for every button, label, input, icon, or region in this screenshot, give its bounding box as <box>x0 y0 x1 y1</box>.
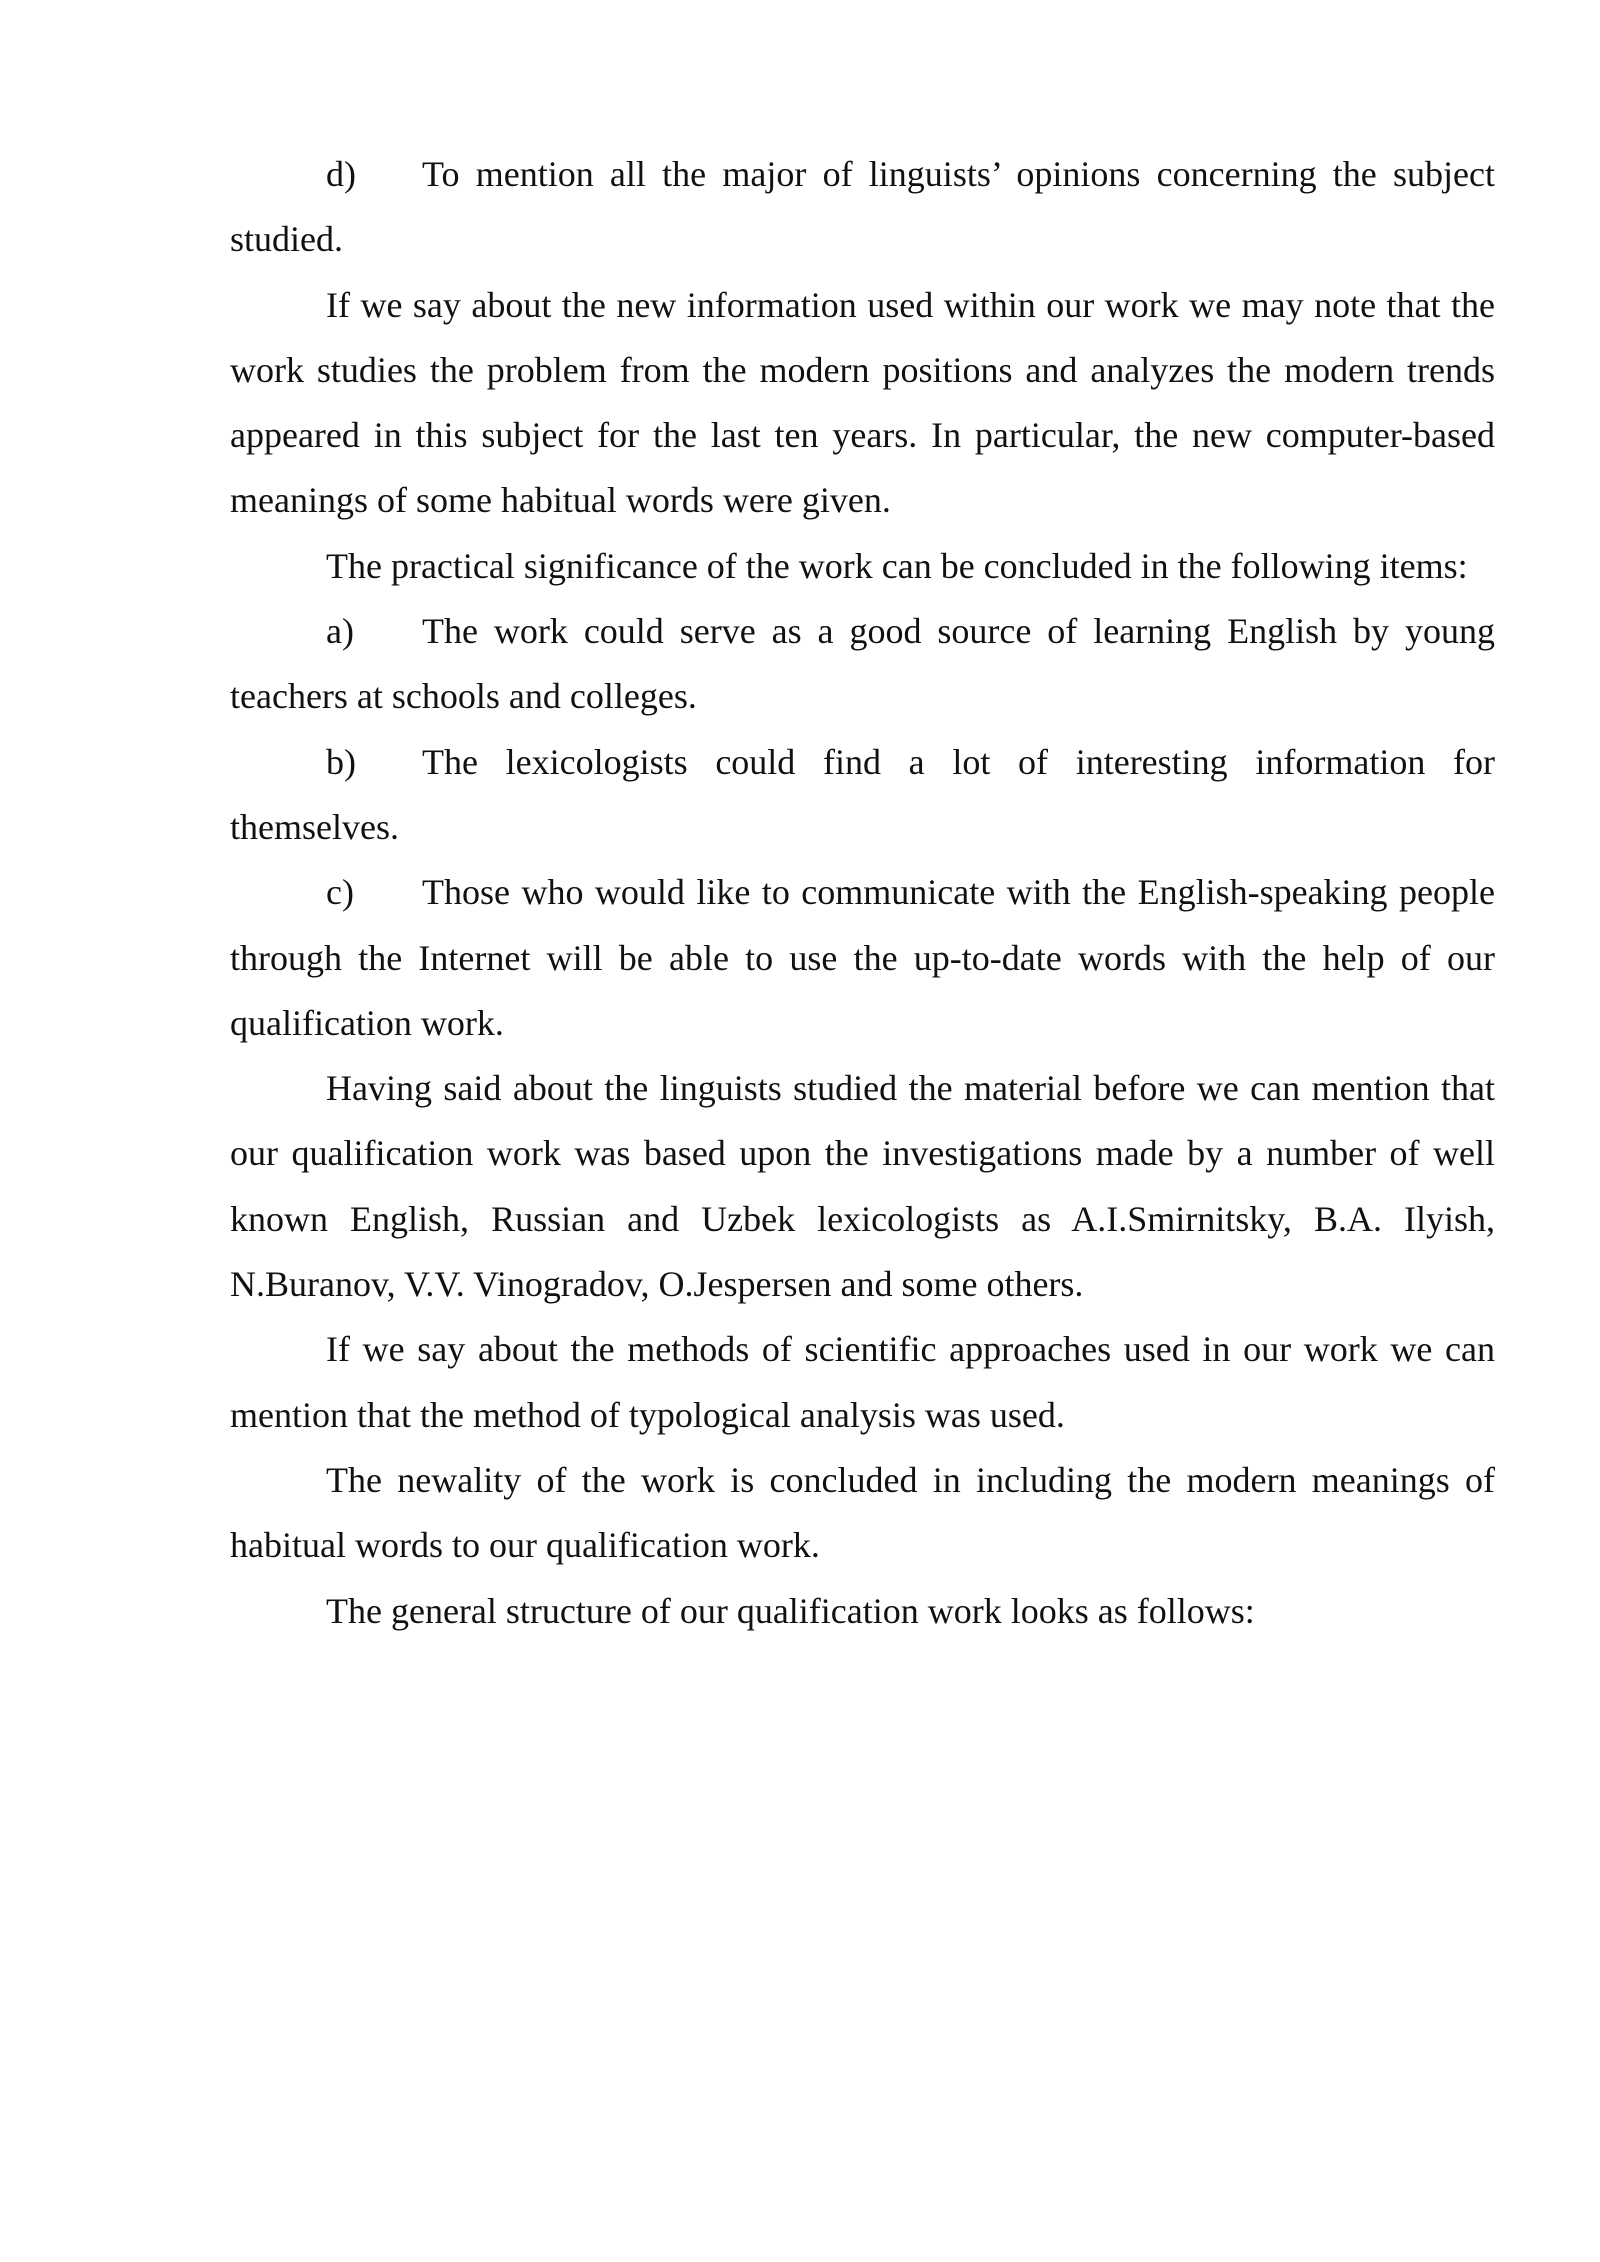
list-marker: b) <box>326 741 356 782</box>
document-body <box>230 142 1495 1644</box>
list-marker: a) <box>326 611 354 652</box>
paragraph-methods: If we say about the methods of scientific approaches used in our work we can mention that the method of typological analysis was used. <box>230 1329 1495 1435</box>
list-item-text: To mention all the major of linguists’ opinions concerning the subject studied. <box>230 154 1495 260</box>
list-marker: c) <box>326 872 354 913</box>
list-item-a <box>230 599 1495 730</box>
list-item-text: The work could serve as a good source of learning English by young teachers at schools and colleges. <box>230 611 1495 717</box>
paragraph-new-information: If we say about the new information used within our work we may note that the work studies the problem from the modern positions and analyzes the modern trends appeared in this subject for the last ten years. In particular, the new computer-based meanings of some habitual words were given. <box>230 284 1495 521</box>
list-marker: d) <box>326 154 356 194</box>
paragraph-structure: The general structure of our qualification work looks as follows: <box>326 1590 1255 1631</box>
list-item-c <box>230 860 1495 1056</box>
list-item-d <box>230 142 1495 273</box>
list-item-b <box>230 730 1495 861</box>
paragraph-linguists: Having said about the linguists studied the material before we can mention that our qualification work was based upon the investigations made by a number of well known English, Russian and Uzbek lexicologists as A.I.Smirnitsky, B.A. Ilyish, N.Buranov, V.V. Vinogradov, O.Jespersen and some others. <box>230 1068 1495 1305</box>
list-item-text: The lexicologists could find a lot of interesting information for themselves. <box>230 741 1495 847</box>
list-item-text: Those who would like to communicate with the English-speaking people through the Internet will be able to use the up-to-date words with the help of our qualification work. <box>230 872 1495 1043</box>
paragraph-practical-significance: The practical significance of the work can be concluded in the following items: <box>326 545 1468 586</box>
paragraph-newality: The newality of the work is concluded in including the modern meanings of habitual words to our qualification work. <box>230 1459 1495 1566</box>
